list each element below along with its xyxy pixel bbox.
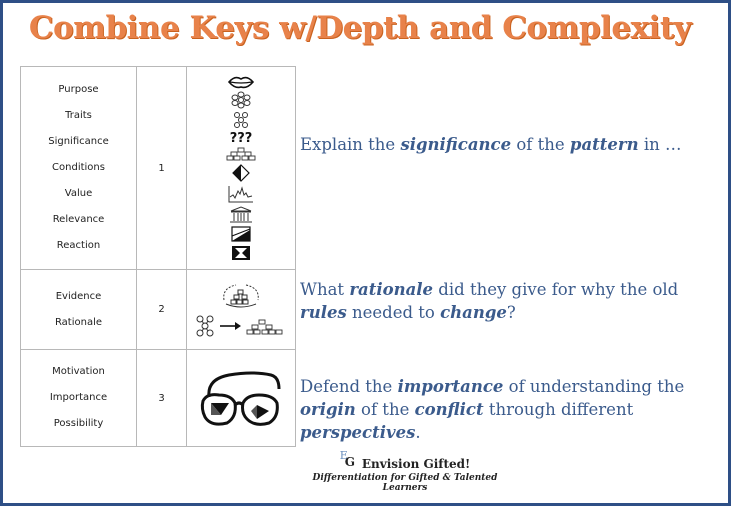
prompt-3 xyxy=(300,375,725,444)
prompt-text: in … xyxy=(638,135,682,154)
prompt-text: . xyxy=(415,423,421,442)
lips-icon xyxy=(228,75,254,89)
words-cell xyxy=(21,67,137,270)
words-cell xyxy=(21,350,137,447)
logo-letter: G xyxy=(344,455,355,469)
list-item: Value xyxy=(64,188,93,199)
list-item: Purpose xyxy=(58,84,99,95)
flower-icon xyxy=(230,91,252,109)
icons-cell xyxy=(187,350,296,447)
brand-line xyxy=(300,449,510,471)
hierarchy-blocks-icon xyxy=(226,147,256,161)
half-diamond-icon xyxy=(232,164,250,182)
keyword: importance xyxy=(397,377,504,396)
pillared-building-icon xyxy=(229,206,253,224)
prompt-text: of understanding the xyxy=(503,377,685,396)
table-row xyxy=(21,350,296,447)
molecule-to-blocks-icon xyxy=(195,314,287,338)
row-number: 1 xyxy=(137,67,187,270)
prompt-text: did they give for why the old xyxy=(433,280,679,299)
slide-title: Combine Keys w/Depth and Complexity xyxy=(28,10,692,46)
list-item: Relevance xyxy=(52,214,105,225)
svg-text:???: ??? xyxy=(229,131,253,144)
list-item: Importance xyxy=(49,392,108,403)
list-item: Motivation xyxy=(52,366,105,377)
list-item: Evidence xyxy=(55,290,102,302)
prompt-text: Explain the xyxy=(300,135,401,154)
tagline: Differentiation for Gifted & Talented Learners xyxy=(312,473,498,493)
keyword: significance xyxy=(400,135,512,154)
list-item: Significance xyxy=(48,136,109,147)
keyword: change xyxy=(440,303,507,322)
prompt-text: of the xyxy=(355,400,415,419)
keyword: conflict xyxy=(414,400,484,419)
keyword: rationale xyxy=(349,280,434,299)
list-item: Conditions xyxy=(52,162,105,173)
keyword: pattern xyxy=(569,135,639,154)
row-number: 3 xyxy=(137,350,187,447)
table-row xyxy=(21,270,296,350)
hourglass-square-icon xyxy=(231,245,251,261)
icons-cell xyxy=(187,270,296,350)
keyword: perspectives xyxy=(300,423,416,442)
logo-letter: E xyxy=(339,449,348,462)
prompt-text: needed to xyxy=(346,303,441,322)
keys-table xyxy=(20,66,296,447)
footer xyxy=(300,449,510,493)
sunglasses-icon xyxy=(199,367,283,429)
brand-name: Envision Gifted! xyxy=(361,457,471,471)
eg-logo-icon xyxy=(339,449,358,471)
prompt-text: What xyxy=(300,280,350,299)
list-item: Reaction xyxy=(56,240,101,251)
prompt-text: through different xyxy=(483,400,634,419)
prompt-text: of the xyxy=(511,135,570,154)
circular-evidence-icon xyxy=(218,282,264,310)
words-cell xyxy=(21,270,137,350)
keyword: rules xyxy=(300,303,347,322)
list-item: Possibility xyxy=(53,418,104,429)
prompt-2 xyxy=(300,278,720,324)
icons-cell xyxy=(187,67,296,270)
trend-line-icon xyxy=(228,185,254,203)
question-marks-icon xyxy=(227,130,255,144)
list-item: Rationale xyxy=(54,316,103,328)
circle-pattern-icon xyxy=(231,111,251,129)
split-square-icon xyxy=(231,226,251,242)
prompt-text: Defend the xyxy=(300,377,398,396)
prompt-1 xyxy=(300,133,700,156)
list-item: Traits xyxy=(65,110,92,121)
row-number: 2 xyxy=(137,270,187,350)
table-row xyxy=(21,67,296,270)
prompt-text: ? xyxy=(506,303,516,322)
keyword: origin xyxy=(300,400,356,419)
